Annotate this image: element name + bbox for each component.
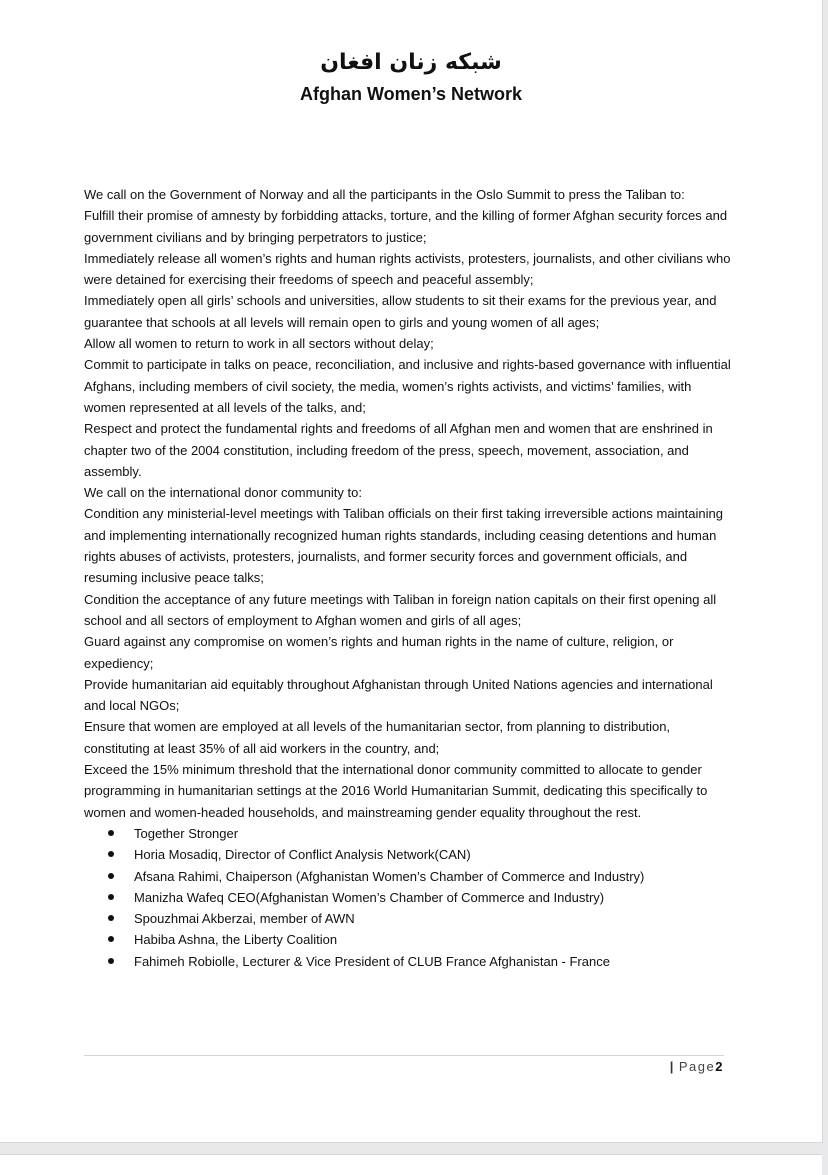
page-label: Page [678, 1059, 716, 1074]
signatory-item [84, 844, 732, 865]
paragraph: Provide humanitarian aid equitably throughout Afghanistan through United Nations agencies and international and local NGOs; [84, 676, 713, 714]
title-english: Afghan Women’s Network [299, 84, 523, 104]
bullet-icon [108, 830, 114, 836]
signatory-item [84, 908, 732, 929]
title-persian: شبکه زنان افغان [320, 50, 502, 75]
paragraph: Allow all women to return to work in all sectors without delay; [84, 336, 434, 352]
paragraph: Guard against any compromise on women’s rights and human rights in the name of culture, religion, or expediency; [84, 634, 674, 671]
paragraph: Fulfill their promise of amnesty by forbidding attacks, torture, and the killing of former Afghan security forces and government civilians and by bringing perpetrators to justice; [84, 208, 728, 245]
page-number-value: 2 [715, 1059, 724, 1074]
signatory-text: Afsana Rahimi, Chaiperson (Afghanistan Women’s Chamber of Commerce and Industry) [134, 868, 645, 884]
signatory-text: Together Stronger [134, 825, 239, 841]
next-page-edge [0, 1154, 822, 1175]
document-body [84, 184, 732, 972]
bullet-icon [108, 851, 114, 857]
paragraph: Commit to participate in talks on peace, reconciliation, and inclusive and rights-based governance with influential Afghans, including members of civil society, the media, women’s rights activists, and victims’ families, with women represented at all levels of the talks, and; [84, 357, 731, 415]
signatory-item [84, 887, 732, 908]
signatory-text: Spouzhmai Akberzai, member of AWN [134, 911, 355, 927]
paragraph: Condition the acceptance of any future meetings with Taliban in foreign nation capitals on their first opening all school and all sectors of employment to Afghan women and girls of all ages; [84, 591, 717, 628]
bullet-icon [108, 873, 114, 879]
signatories-list [84, 823, 732, 972]
paragraph: Respect and protect the fundamental rights and freedoms of all Afghan men and women that are enshrined in chapter two of the 2004 constitution, including freedom of the press, speech, movement, association, and assembly. [84, 421, 713, 479]
paragraph: Exceed the 15% minimum threshold that the international donor community committed to allocate to gender programming in humanitarian settings at the 2016 World Humanitarian Summit, dedicating this specifically to women and women-headed households, and mainstreaming gender equality throughout the rest. [84, 762, 708, 820]
signatory-item [84, 951, 732, 972]
signatory-text: Fahimeh Robiolle, Lecturer & Vice President of CLUB France Afghanistan - France [134, 953, 610, 969]
signatory-text: Habiba Ashna, the Liberty Coalition [134, 932, 338, 948]
page-separator: | [669, 1059, 675, 1074]
signatory-item [84, 823, 732, 844]
paragraph: Condition any ministerial-level meetings with Taliban officials on their first taking irreversible actions maintaining and implementing internationally recognized human rights standards, including ceasing detentions and human rights abuses of activists, protesters, journalists, and former security forces and government officials, and resuming inclusive peace talks; [84, 506, 723, 586]
footer-divider [84, 1055, 724, 1056]
paragraph: Ensure that women are employed at all levels of the humanitarian sector, from planning to distribution, constituting at least 35% of all aid workers in the country, and; [84, 719, 671, 756]
signatory-item [84, 929, 732, 950]
signatory-text: Manizha Wafeq CEO(Afghanistan Women’s Chamber of Commerce and Industry) [134, 889, 605, 905]
bullet-icon [108, 894, 114, 900]
paragraph: Immediately release all women’s rights and human rights activists, protesters, journalists, and other civilians who were detained for exercising their freedoms of speech and peaceful assembly; [84, 250, 731, 288]
paragraph: We call on the Government of Norway and all the participants in the Oslo Summit to press the Taliban to: [84, 187, 685, 202]
bullet-icon [108, 915, 114, 921]
paragraph: Immediately open all girls’ schools and universities, allow students to sit their exams for the previous year, and guarantee that schools at all levels will remain open to girls and young women of all ages; [84, 293, 717, 330]
page-number [670, 1059, 724, 1074]
paragraph: We call on the international donor community to: [84, 485, 362, 501]
bullet-icon [108, 958, 114, 964]
bullet-icon [108, 936, 114, 942]
letterhead [0, 48, 822, 106]
signatory-text: Horia Mosadiq, Director of Conflict Analysis Network(CAN) [134, 847, 471, 863]
signatory-item [84, 866, 732, 887]
